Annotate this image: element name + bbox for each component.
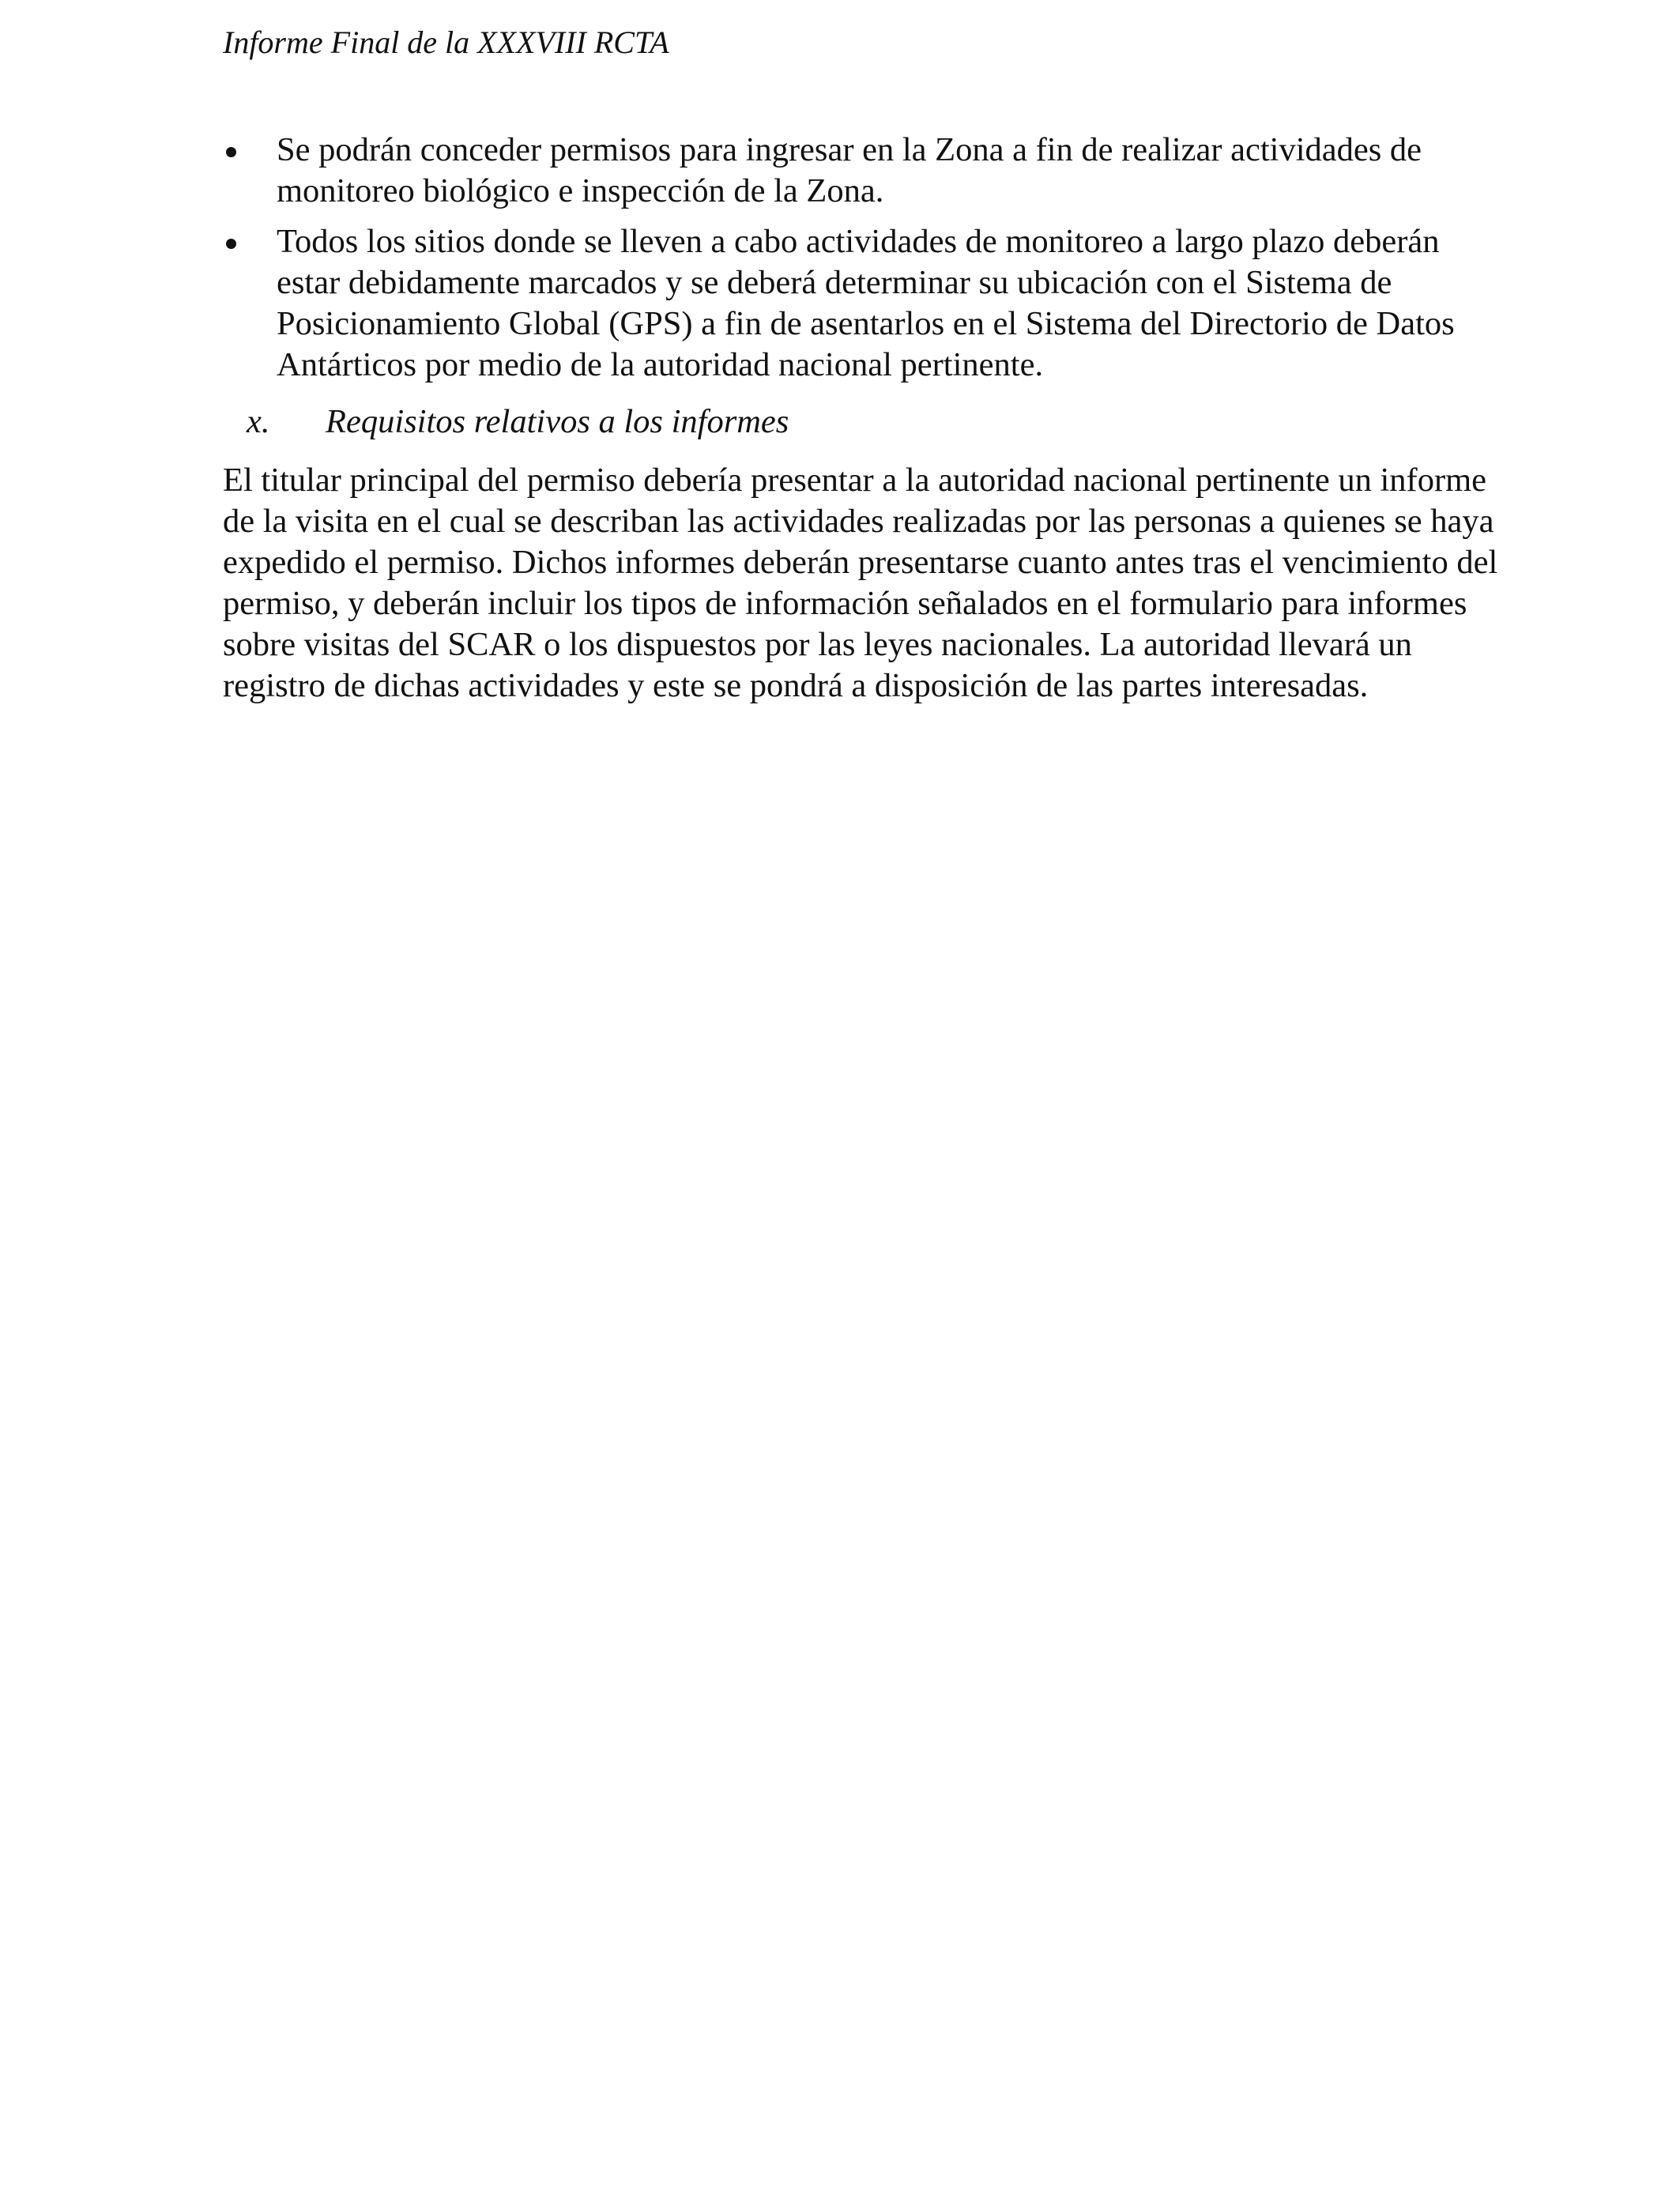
bullet-item [223, 130, 1471, 212]
bullet-dot-icon [226, 239, 236, 249]
bullet-text: Todos los sitios donde se lleven a cabo actividades de monitoreo a largo plazo deberán estar debidamente marcados y se deberá determinar su ubicación con el Sistema de Posicionamiento Global (GPS) a fin de asentarlos en el Sistema del Directorio de Datos Antárticos por medio de la autoridad nacional pertinente. [277, 223, 1455, 383]
body-paragraph: El titular principal del permiso debería presentar a la autoridad nacional pertinente un informe de la visita en el cual se describan las actividades realizadas por las personas a quienes se haya expedido el permiso. Dichos informes deberán presentarse cuanto antes tras el vencimiento del permiso, y deberán incluir los tipos de información señalados en el formulario para informes sobre visitas del SCAR o los dispuestos por las leyes nacionales. La autoridad llevará un registro de dichas actividades y este se pondrá a disposición de las partes interesadas. [223, 462, 1498, 704]
bullet-item [223, 221, 1471, 386]
bullet-list [223, 130, 1471, 395]
running-header: Informe Final de la XXXVIII RCTA [223, 25, 669, 60]
section-number: x. [247, 403, 270, 440]
bullet-dot-icon [226, 147, 236, 157]
bullet-text: Se podrán conceder permisos para ingresar en la Zona a fin de realizar actividades de monitoreo biológico e inspección de la Zona. [277, 131, 1422, 209]
section-title: Requisitos relativos a los informes [326, 403, 789, 440]
section-heading [247, 401, 789, 443]
